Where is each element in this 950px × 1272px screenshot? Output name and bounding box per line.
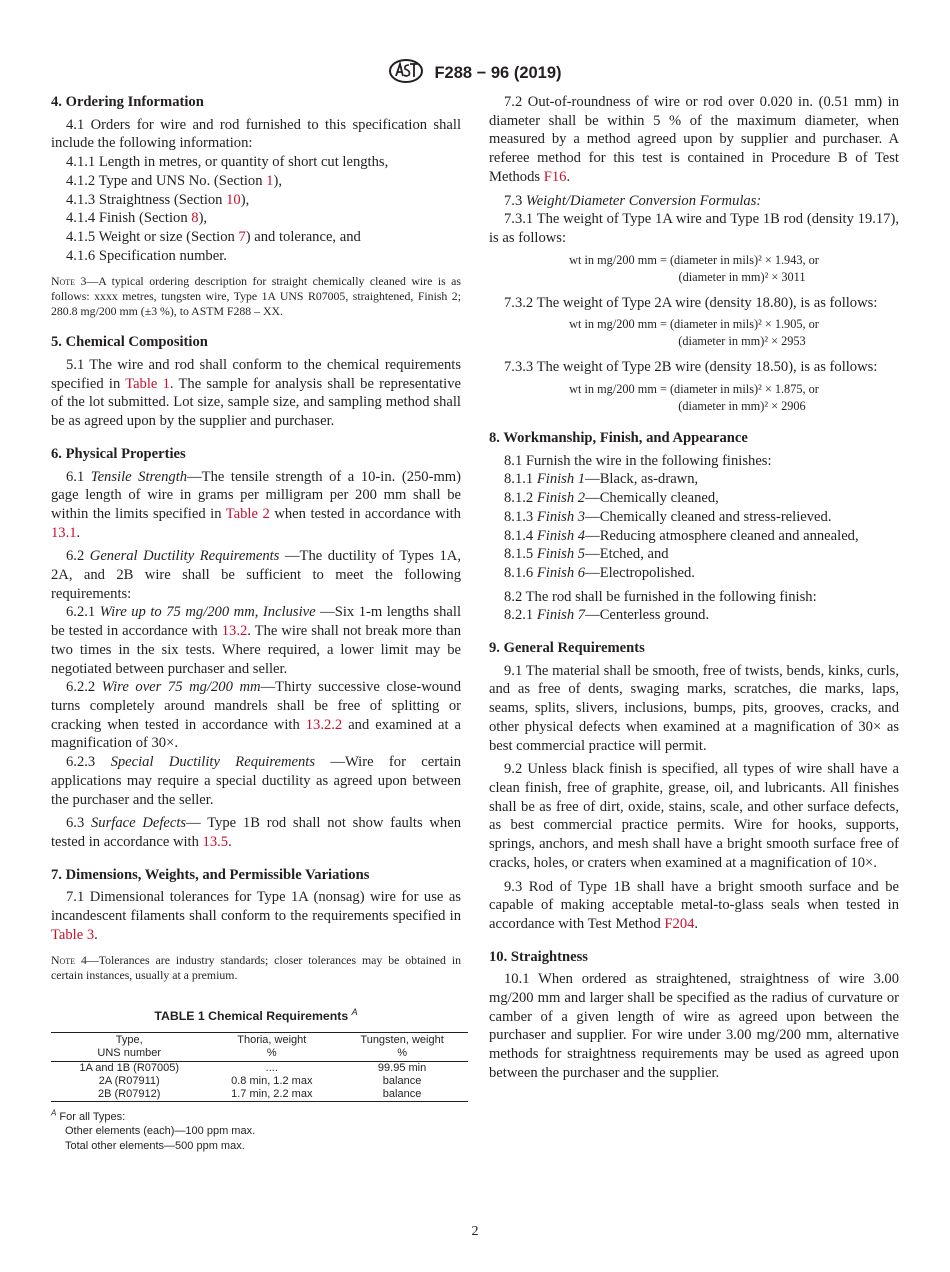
paragraph-7-2: 7.2 Out-of-roundness of wire or rod over 0.020 in. (0.51 mm) in diameter shall be within 5 % of the maximum diameter, when measured by a method agreed upon by supplier and purchaser. A referee method for this test is contained in Procedure B of Test Methods F16. (489, 94, 899, 185)
section-heading: 9. General Requirements (489, 640, 645, 657)
section-link[interactable]: 13.2.2 (305, 716, 343, 733)
section-6 (51, 445, 461, 852)
section-10 (489, 948, 899, 1083)
item-4-1-6: 4.1.6 Specification number. (66, 247, 227, 264)
right-column (489, 93, 899, 1083)
section-heading: 5. Chemical Composition (51, 334, 208, 351)
item-4-1-4: 4.1.4 Finish (Section 8), (66, 210, 208, 227)
paragraph-6-2-1: 6.2.1 Wire up to 75 mg/200 mm, Inclusive —Six 1-m lengths shall be tested in accordance with 13.2. The wire shall not break more than two times in the six tests. Where required, a lower limit may be negotiated between purchaser and seller. (51, 604, 462, 677)
page-number: 2 (471, 1224, 479, 1239)
section-link[interactable]: 1 (266, 172, 274, 189)
section-heading: 4. Ordering Information (51, 94, 204, 110)
section-link[interactable]: 13.1 (51, 524, 77, 541)
paragraph-8-2: 8.2 The rod shall be furnished in the following finish: (504, 588, 817, 605)
table-1-caption: TABLE 1 Chemical Requirements $^A$ (154, 1007, 358, 1024)
section-link[interactable]: 7 (238, 228, 246, 245)
table-row: 1A and 1B (R07005) .... 99.95 min (79, 1062, 427, 1075)
standard-link[interactable]: F204 (664, 915, 695, 932)
item-4-1-3: 4.1.3 Straightness (Section 10), (66, 191, 250, 208)
paragraph-6-2-2: 6.2.2 Wire over 75 mg/200 mm—Thirty successive close-wound turns completely around mandrels shall be free of splitting or cracking when tested in accordance with 13.2.2 and examined at a magnification of 30×. (51, 679, 461, 752)
item-4-1-2: 4.1.2 Type and UNS No. (Section 1), (66, 172, 282, 189)
section-link[interactable]: 13.5 (202, 833, 229, 850)
section-5 (51, 333, 461, 431)
paragraph-9-3: 9.3 Rod of Type 1B shall have a bright smooth surface and be capable of making acceptable metal-to-glass seals when tested in accordance with Test Method F204. (489, 878, 899, 932)
standard-link[interactable]: F16 (543, 168, 567, 185)
finish-item: 8.1.5 Finish 5—Etched, and (504, 546, 669, 563)
paragraph-7-1: 7.1 Dimensional tolerances for Type 1A (nonsag) wire for use as incandescent filaments shall conform to the requirements specified in Table 3. (51, 889, 461, 943)
finish-item: 8.1.1 Finish 1—Black, as-drawn, (504, 471, 699, 488)
page-header (0, 58, 950, 89)
paragraph-7-3-1: 7.3.1 The weight of Type 1A wire and Type 1B rod (density 19.17), is as follows: (489, 211, 899, 246)
paragraph-4-1: 4.1 Orders for wire and rod furnished to this specification shall include the following information: (51, 116, 461, 152)
table-row: 2A (R07911) 0.8 min, 1.2 max balance (98, 1075, 422, 1088)
section-link[interactable]: 10 (226, 191, 241, 208)
item-4-1-1: 4.1.1 Length in metres, or quantity of short cut lengths, (66, 154, 389, 171)
finish-item: 8.1.6 Finish 6—Electropolished. (504, 564, 695, 581)
section-heading: 8. Workmanship, Finish, and Appearance (489, 430, 748, 447)
finish-item: 8.1.4 Finish 4—Reducing atmosphere cleaned and annealed, (504, 527, 859, 544)
section-4 (51, 93, 461, 319)
item-4-1-5: 4.1.5 Weight or size (Section 7) and tolerance, and (66, 228, 361, 245)
equation-1: wt in mg/200 mm = (diameter in mils)² × 1.943, or (diameter in mm)² × 3011 (569, 252, 819, 284)
section-link[interactable]: 13.2 (221, 623, 248, 640)
note-4: Note 4—Tolerances are industry standards; closer tolerances may be obtained in certain instances, usually at a premium. (51, 953, 461, 983)
paragraph-9-2: 9.2 Unless black finish is specified, all types of wire shall have a clean finish, free of graphite, grease, oil, and lubricants. All finishes shall be as free of dirt, oxide, stains, scale, and other surface defects, as best commercial practice permits. Wire for hooks, supports, springs, anchors, and mesh shall have a bright smooth surface free of cracks, holes, or craters when examined at a magnification of 10×. (489, 761, 899, 871)
table-header: Tungsten, weight % (336, 1033, 468, 1062)
table-link[interactable]: Table 2 (225, 505, 270, 522)
table-1-footnote: $^A$ For all Types: Other elements (each)—100 ppm max. Total other elements—500 ppm max. (51, 1108, 256, 1152)
equation-3: wt in mg/200 mm = (diameter in mils)² × 1.875, or (diameter in mm)² × 2906 (569, 382, 819, 414)
paragraph-9-1: 9.1 The material shall be smooth, free of twists, bends, kinks, curls, and as free of dents, swaging marks, scratches, die marks, laps, seams, splits, slivers, inclusions, bumps, pits, grooves, cracks, and other physical defects when examined at a magnification of 30× as best commercial practice will permit. (489, 662, 899, 754)
table-header: Thoria, weight % (207, 1033, 336, 1062)
astm-logo-icon (388, 58, 424, 89)
section-heading: 6. Physical Properties (51, 445, 186, 462)
finish-item: 8.1.3 Finish 3—Chemically cleaned and stress-relieved. (504, 508, 832, 525)
paragraph-8-1: 8.1 Furnish the wire in the following finishes: (504, 452, 772, 469)
left-column (51, 93, 461, 1153)
section-heading: 10. Straightness (489, 948, 588, 965)
section-9 (489, 639, 899, 934)
paragraph-5-1: 5.1 The wire and rod shall conform to the chemical requirements specified in Table 1. The sample for analysis shall be representative of the lot submitted. Lot size, sample size, and sampling method shall be as agreed upon by the supplier and purchaser. (51, 357, 461, 430)
table-link[interactable]: Table 3 (51, 926, 95, 943)
paragraph-6-3: 6.3 Surface Defects— Type 1B rod shall not show faults when tested in accordance with 13.5. (51, 815, 461, 850)
paragraph-6-2-3: 6.2.3 Special Ductility Requirements —Wire for certain applications may require a special ductility as agreed upon between the purchaser and the seller. (51, 754, 461, 808)
section-8 (489, 429, 899, 625)
note-3: Note 3—A typical ordering description for straight chemically cleaned wire is as follows: xxxx metres, tungsten wire, Type 1A UNS R07005, straightened, Finish 2; 280.8 mg/200 mm (±3 %), to ASTM F288 – XX. (51, 274, 461, 319)
finish-item: 8.2.1 Finish 7—Centerless ground. (504, 607, 710, 624)
paragraph-10-1: 10.1 When ordered as straightened, straightness of wire 3.00 mg/200 mm and larger shall be specified as the radius of curvature or camber of a given length of wire as agreed upon between the purchaser and supplier. For wire under 3.00 mg/200 mm, alternative methods for straightness requirements may be used as agreed upon between the purchaser and the supplier. (489, 971, 899, 1081)
section-7 (51, 866, 461, 984)
equation-2: wt in mg/200 mm = (diameter in mils)² × 1.905, or (diameter in mm)² × 2953 (569, 317, 819, 349)
table-link[interactable]: Table 1 (125, 375, 170, 392)
table-header: Type, UNS number (51, 1033, 207, 1062)
paragraph-6-1: 6.1 Tensile Strength—The tensile strength of a 10-in. (250-mm) gage length of wire in grams per milligram per 200 mm shall be within the limits specified in Table 2 when tested in accordance with 13.1. (51, 468, 462, 541)
table-row: 2B (R07912) 1.7 min, 2.2 max balance (51, 1088, 468, 1102)
paragraph-7-3-3: 7.3.3 The weight of Type 2B wire (density 18.50), is as follows: (504, 359, 878, 376)
section-link[interactable]: 8 (191, 210, 199, 227)
paragraph-7-3-2: 7.3.2 The weight of Type 2A wire (density 18.80), is as follows: (504, 294, 878, 311)
designation: F288 − 96 (2019) (434, 64, 562, 82)
finish-item: 8.1.2 Finish 2—Chemically cleaned, (504, 490, 719, 507)
table-1 (51, 1032, 468, 1102)
paragraph-6-2: 6.2 General Ductility Requirements —The ductility of Types 1A, 2A, and 2B wire shall be sufficient to meet the following requirements: (51, 548, 461, 602)
section-heading: 7. Dimensions, Weights, and Permissible Variations (51, 866, 370, 883)
paragraph-7-3: 7.3 Weight/Diameter Conversion Formulas: (504, 192, 762, 209)
